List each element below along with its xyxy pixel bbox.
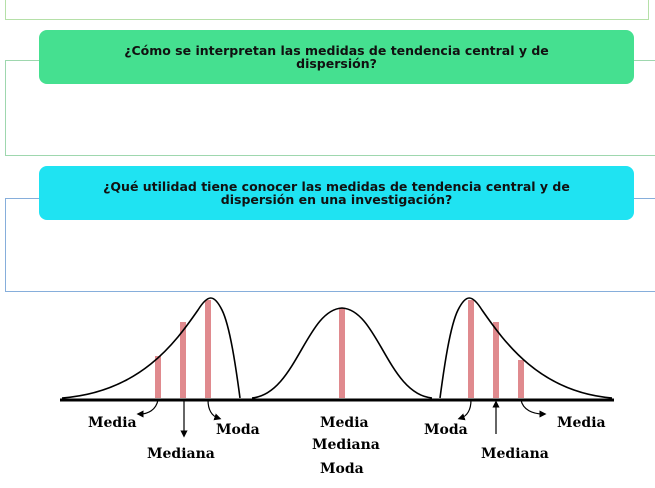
left-label-mediana: Mediana — [147, 446, 215, 462]
left-bar-moda — [205, 300, 211, 398]
left-label-media: Media — [88, 415, 137, 431]
right-label-mediana: Mediana — [481, 446, 549, 462]
right-label-moda: Moda — [424, 422, 468, 438]
right-arrow-media — [521, 400, 543, 414]
left-curve-line — [62, 298, 240, 398]
question-1-line2: dispersión? — [296, 56, 377, 71]
left-arrow-moda — [208, 400, 218, 418]
top-answer-frame — [5, 0, 649, 20]
center-label-media: Media — [320, 415, 369, 431]
question-banner-1 — [39, 30, 634, 84]
right-skewed-curve — [424, 298, 612, 462]
center-label-mediana: Mediana — [312, 437, 380, 453]
right-arrow-moda — [461, 400, 471, 418]
right-bar-media — [518, 360, 524, 398]
left-skewed-curve — [62, 298, 260, 462]
center-label-moda: Moda — [320, 461, 364, 477]
left-bar-media — [155, 356, 161, 398]
left-arrow-media — [140, 400, 158, 414]
right-bar-mediana — [493, 322, 499, 398]
distribution-curves-diagram — [0, 288, 655, 488]
center-bar — [339, 308, 345, 398]
question-2-line2: dispersión en una investigación? — [220, 192, 453, 207]
left-label-moda: Moda — [216, 422, 260, 438]
right-label-media: Media — [557, 415, 606, 431]
question-banner-2 — [39, 166, 634, 220]
question-1-line1: ¿Cómo se interpretan las medidas de tendencia central y de — [124, 43, 549, 58]
question-2-line1: ¿Qué utilidad tiene conocer las medidas de tendencia central y de — [103, 179, 570, 194]
center-symmetric-curve — [252, 308, 432, 477]
right-curve-line — [440, 298, 612, 398]
right-bar-moda — [468, 300, 474, 398]
